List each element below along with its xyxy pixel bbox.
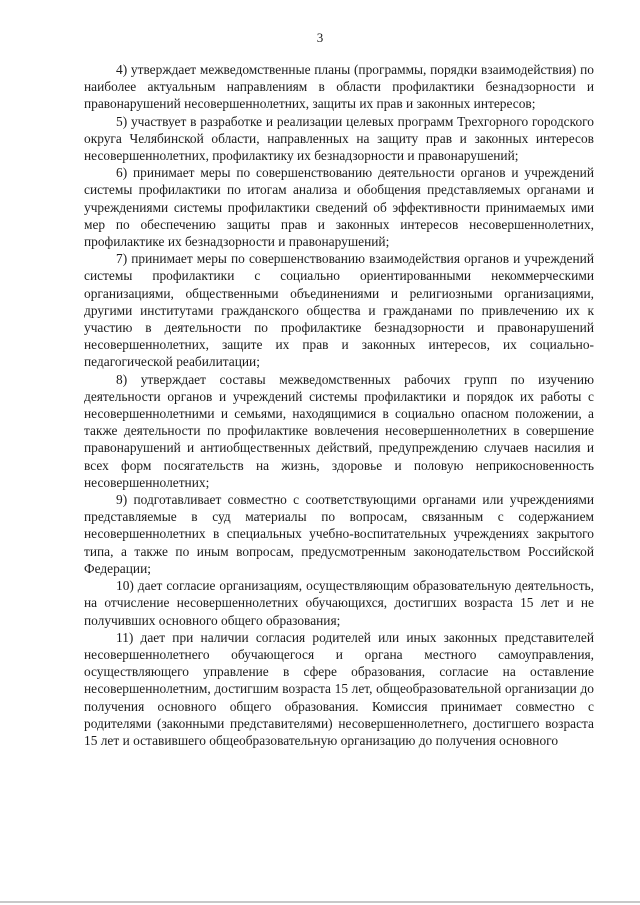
paragraph-item-11: 11) дает при наличии согласия родителей или иных законных представителей несовершеннолетнего обучающегося и органа местного самоуправления, осуществляющего управление в сфере образования, согласие на оставление несовершеннолетним, достигшим возраста 15 лет, общеобразовательной организации до получения основного общего образования. Комиссия принимает совместно с родителями (законными представителями) несовершеннолетнего, достигшего возраста 15 лет и оставившего общеобразовательную организацию до получения основного bbox=[84, 629, 594, 748]
scan-edge-line bbox=[0, 901, 640, 903]
paragraph-item-7: 7) принимает меры по совершенствованию взаимодействия органов и учреждений системы профилактики с социально ориентированными некоммерческими организациями, общественными объединениями и религиозными организациями, другими институтами гражданского общества и гражданами по привлечению их к участию в деятельности по профилактике безнадзорности и правонарушений несовершеннолетних, защите их прав и законных интересов, их социально-педагогической реабилитации; bbox=[84, 251, 594, 370]
paragraph-item-6: 6) принимает меры по совершенствованию деятельности органов и учреждений системы профилактики по итогам анализа и обобщения представляемых органами и учреждениями системы профилактики сведений об эффективности принимаемых ими мер по обеспечению защиты прав и законных интересов несовершеннолетних, профилактике их безнадзорности и правонарушений; bbox=[84, 165, 594, 250]
document-body bbox=[84, 61, 594, 749]
page-number: 3 bbox=[316, 30, 324, 45]
paragraph-item-10: 10) дает согласие организациям, осуществляющим образовательную деятельность, на отчисление несовершеннолетних обучающихся, достигших возраста 15 лет и не получивших основного общего образования; bbox=[84, 578, 594, 628]
paragraph-item-4: 4) утверждает межведомственные планы (программы, порядки взаимодействия) по наиболее актуальным направлениям в области профилактики безнадзорности и правонарушений несовершеннолетних, защиты их прав и законных интересов; bbox=[84, 62, 594, 112]
paragraph-item-8: 8) утверждает составы межведомственных рабочих групп по изучению деятельности органов и учреждений системы профилактики и порядок их работы с несовершеннолетними и семьями, находящимися в социально опасном положении, а также деятельности по профилактике вовлечения несовершеннолетних в совершение правонарушений и антиобщественных действий, предупреждению случаев насилия и всех форм посягательств на жизнь, здоровье и половую неприкосновенность несовершеннолетних; bbox=[84, 371, 594, 490]
paragraph-item-5: 5) участвует в разработке и реализации целевых программ Трехгорного городского округа Челябинской области, направленных на защиту прав и законных интересов несовершеннолетних, профилактику их безнадзорности и правонарушений; bbox=[84, 113, 594, 164]
paragraph-item-9: 9) подготавливает совместно с соответствующими органами или учреждениями представляемые в суд материалы по вопросам, связанным с содержанием несовершеннолетних в специальных учебно-воспитательных учреждениях закрытого типа, а также по иным вопросам, предусмотренным законодательством Российской Федерации; bbox=[84, 492, 594, 576]
